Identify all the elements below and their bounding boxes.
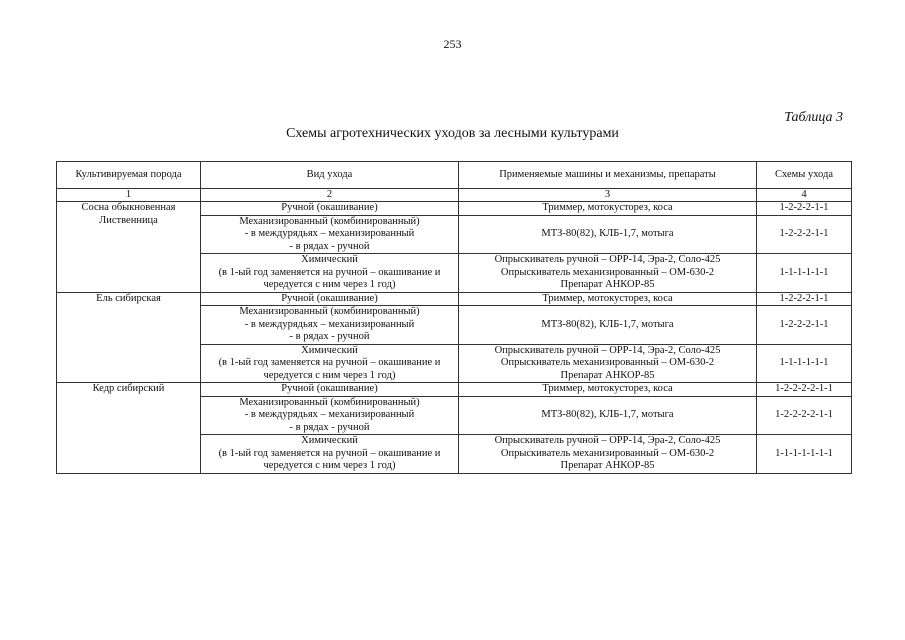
care-type-line: Химический <box>301 254 358 265</box>
machines-line: Опрыскиватель ручной – ОРР-14, Эра-2, Соло-425 <box>494 435 721 446</box>
scheme-cell: 1-1-1-1-1-1-1 <box>757 435 852 474</box>
machines-line: Опрыскиватель механизированный – ОМ-630-2 <box>500 266 715 278</box>
machines-line: Опрыскиватель механизированный – ОМ-630-2 <box>500 357 715 368</box>
care-type-line: Ручной (окашивание) <box>281 383 378 394</box>
care-type-line: - в рядах - ручной <box>289 331 370 342</box>
scheme-cell: 1-1-1-1-1-1 <box>757 254 852 293</box>
care-type-cell <box>201 383 459 397</box>
machines-cell <box>459 383 757 397</box>
care-type-line: Химический <box>301 344 358 356</box>
machines-cell <box>459 215 757 254</box>
machines-line: Триммер, мотокусторез, коса <box>542 202 673 213</box>
species-name: Кедр сибирский <box>92 383 165 394</box>
machines-cell <box>459 292 757 306</box>
species-name: Сосна обыкновенная <box>81 202 176 213</box>
table-title: Схемы агротехнических уходов за лесными культурами <box>286 126 619 141</box>
header-care-type: Вид ухода <box>201 162 459 189</box>
care-type-cell <box>201 344 459 383</box>
care-type-line: Ручной (окашивание) <box>281 202 378 213</box>
machines-line: Препарат АНКОР-85 <box>560 460 655 471</box>
column-number: 1 <box>57 189 201 202</box>
care-type-line: чередуется с ним через 1 год) <box>263 369 396 381</box>
scheme-cell: 1-2-2-2-1-1 <box>757 202 852 216</box>
machines-cell <box>459 396 757 435</box>
care-type-line: Механизированный (комбинированный) <box>239 306 420 317</box>
care-type-line: (в 1-ый год заменяется на ручной – окашивание и <box>218 357 441 368</box>
care-type-line: Механизированный (комбинированный) <box>239 396 420 408</box>
machines-line: Опрыскиватель ручной – ОРР-14, Эра-2, Соло-425 <box>494 254 721 265</box>
care-type-line: - в междурядьях – механизированный <box>244 409 415 420</box>
header-machines: Применяемые машины и механизмы, препараты <box>459 162 757 189</box>
species-name: Ель сибирская <box>96 292 161 304</box>
scheme-cell: 1-2-2-2-2-1-1 <box>757 383 852 397</box>
machines-line: МТЗ-80(82), КЛБ-1,7, мотыга <box>541 409 674 420</box>
machines-line: Препарат АНКОР-85 <box>560 369 655 381</box>
machines-line: Опрыскиватель механизированный – ОМ-630-2 <box>500 447 715 459</box>
scheme-cell: 1-1-1-1-1-1 <box>757 344 852 383</box>
scheme-cell: 1-2-2-2-1-1 <box>757 306 852 345</box>
agrotechnical-care-table <box>56 161 852 474</box>
care-type-cell <box>201 202 459 216</box>
care-type-cell <box>201 306 459 345</box>
care-type-line: - в рядах - ручной <box>289 240 370 252</box>
care-type-line: Механизированный (комбинированный) <box>239 215 420 227</box>
care-type-line: Химический <box>301 435 358 446</box>
care-type-line: - в междурядьях – механизированный <box>244 318 415 330</box>
table-label: Таблица 3 <box>784 110 843 125</box>
care-type-cell <box>201 435 459 474</box>
scheme-cell: 1-2-2-2-1-1 <box>757 215 852 254</box>
care-type-line: Ручной (окашивание) <box>281 292 378 304</box>
scheme-cell: 1-2-2-2-2-1-1 <box>757 396 852 435</box>
care-type-cell <box>201 215 459 254</box>
species-cell <box>57 292 201 383</box>
machines-line: Триммер, мотокусторез, коса <box>542 383 673 394</box>
machines-cell <box>459 202 757 216</box>
machines-cell <box>459 435 757 474</box>
species-cell <box>57 383 201 474</box>
machines-line: Триммер, мотокусторез, коса <box>542 292 673 304</box>
machines-cell <box>459 254 757 293</box>
species-name: Лиственница <box>99 214 158 226</box>
column-number-row <box>57 189 852 202</box>
machines-line: Препарат АНКОР-85 <box>560 279 655 290</box>
table-row <box>57 292 852 306</box>
species-cell <box>57 202 201 293</box>
machines-line: МТЗ-80(82), КЛБ-1,7, мотыга <box>541 318 674 330</box>
column-number: 3 <box>459 189 757 202</box>
care-type-line: чередуется с ним через 1 год) <box>263 460 396 471</box>
table-header-row <box>57 162 852 189</box>
machines-cell <box>459 306 757 345</box>
care-type-line: (в 1-ый год заменяется на ручной – окашивание и <box>218 266 441 278</box>
care-type-line: (в 1-ый год заменяется на ручной – окашивание и <box>218 447 441 459</box>
header-species: Культивируемая порода <box>57 162 201 189</box>
table-row <box>57 383 852 397</box>
care-type-cell <box>201 396 459 435</box>
header-scheme: Схемы ухода <box>757 162 852 189</box>
machines-line: Опрыскиватель ручной – ОРР-14, Эра-2, Соло-425 <box>494 344 721 356</box>
scheme-cell: 1-2-2-2-1-1 <box>757 292 852 306</box>
table-row <box>57 202 852 216</box>
table-body <box>57 202 852 474</box>
care-type-line: - в междурядьях – механизированный <box>244 228 415 239</box>
care-type-line: чередуется с ним через 1 год) <box>263 279 396 290</box>
column-number: 4 <box>757 189 852 202</box>
care-type-cell <box>201 254 459 293</box>
care-type-line: - в рядах - ручной <box>289 421 370 433</box>
care-type-cell <box>201 292 459 306</box>
page-number: 253 <box>443 37 462 51</box>
column-number: 2 <box>201 189 459 202</box>
machines-line: МТЗ-80(82), КЛБ-1,7, мотыга <box>541 228 674 239</box>
machines-cell <box>459 344 757 383</box>
